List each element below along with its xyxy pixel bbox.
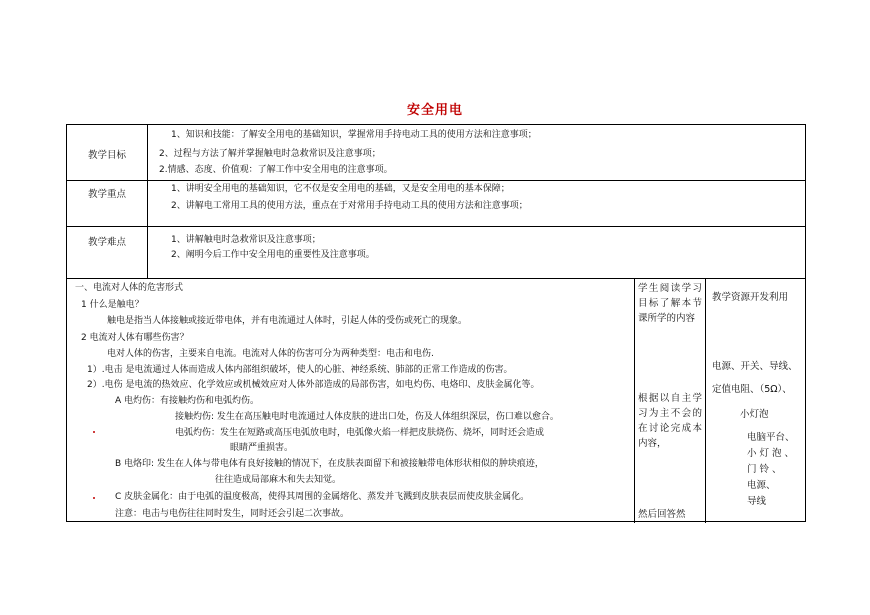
- row-divider: [67, 278, 805, 279]
- row-divider: [67, 180, 805, 181]
- content-subitem: B 电烙印: 发生在人体与带电体有良好接触的情况下，在皮肤表面留下和被接触带电体形状相似的肿块痕迹，: [115, 459, 544, 469]
- content-subitem: 电弧灼伤：发生在短路或高压电弧放电时，电弧像火焰一样把皮肤烧伤、烧坏，同时还会造成: [175, 428, 545, 438]
- page-title: 安全用电: [406, 103, 463, 118]
- resources-header: 教学资源开发利用: [712, 292, 789, 303]
- question-heading: 1 什么是触电？: [81, 300, 144, 310]
- content-column-divider: [634, 278, 635, 523]
- content-subitem: C 皮肤金属化：由于电弧的温度极高，使得其周围的金属熔化、蒸发并飞溅到皮肤表层而使皮肤金属化。: [115, 492, 530, 502]
- question-heading: 2 电流对人体有哪些伤害？: [81, 333, 189, 343]
- content-subitem: 眼睛严重损害。: [230, 443, 294, 453]
- objective-line: 2、过程与方法了解并掌握触电时急救常识及注意事项；: [159, 149, 381, 159]
- objective-line: 2.情感、态度、价值观：了解工作中安全用电的注意事项。: [159, 165, 393, 175]
- student-activity-bottom: 然后回答然: [638, 509, 686, 520]
- lesson-table: [66, 124, 806, 522]
- key-point-line: 1、讲明安全用电的基础知识，它不仅是安全用电的基础，又是安全用电的基本保障；: [171, 184, 510, 194]
- row-divider: [67, 226, 805, 227]
- difficulty-line: 1、讲解触电时急救常识及注意事项；: [171, 235, 321, 245]
- content-paragraph: 电对人体的伤害，主要来自电流。电流对人体的伤害可分为两种类型：电击和电伤.: [107, 349, 434, 359]
- resource-item: 电源、: [747, 480, 776, 491]
- student-column-divider: [705, 278, 706, 523]
- label-column-divider: [147, 125, 148, 278]
- student-activity-top: 学生阅读学习目标了解本节课所学的内容: [638, 283, 702, 324]
- key-points-label: 教学重点: [87, 189, 126, 200]
- content-subitem: 往往造成局部麻木和失去知觉。: [215, 475, 342, 485]
- bullet-mark: [93, 497, 95, 499]
- objective-line: 1、知识和技能：了解安全用电的基础知识，掌握常用手持电动工具的使用方法和注意事项；: [171, 130, 537, 140]
- resource-item: 小灯泡: [740, 409, 769, 420]
- section-heading: 一、电流对人体的危害形式: [75, 283, 184, 293]
- resource-item: 电脑平台、: [747, 432, 795, 443]
- resource-item: 定值电阻、（5Ω）、: [712, 384, 792, 395]
- content-paragraph: 1）.电击 是电流通过人体而造成人体内部组织破坏，使人的心脏、神经系统、肺部的正常工作造成的伤害。: [87, 365, 513, 375]
- objectives-label: 教学目标: [87, 150, 126, 161]
- resource-item: 电源、开关、导线、: [712, 361, 798, 372]
- difficulty-line: 2、阐明今后工作中安全用电的重要性及注意事项。: [171, 250, 375, 260]
- content-subitem: 接触灼伤: 发生在高压触电时电流通过人体皮肤的进出口处，伤及人体组织深层，伤口难以愈合。: [175, 412, 559, 422]
- key-point-line: 2、讲解电工常用工具的使用方法，重点在于对常用手持电动工具的使用方法和注意事项；: [171, 201, 528, 211]
- resource-item: 导线: [747, 496, 767, 507]
- content-paragraph: 2）.电伤 是电流的热效应、化学效应或机械效应对人体外部造成的局部伤害，如电灼伤、电烙印、皮肤金属化等。: [87, 380, 540, 390]
- content-subitem: A 电灼伤：有接触灼伤和电弧灼伤。: [115, 396, 260, 406]
- difficulties-label: 教学难点: [87, 237, 126, 248]
- bullet-mark: [93, 431, 95, 433]
- resource-item: 小 灯 泡 、: [747, 448, 795, 459]
- resource-item: 门 铃 、: [747, 464, 782, 475]
- content-paragraph: 触电是指当人体接触或接近带电体，并有电流通过人体时，引起人体的受伤或死亡的现象。: [107, 316, 468, 326]
- content-note: 注意：电击与电伤往往同时发生，同时还会引起二次事故。: [115, 509, 350, 519]
- student-activity-middle: 根据以自主学习为主不会的在讨论完成本内容，: [638, 393, 702, 449]
